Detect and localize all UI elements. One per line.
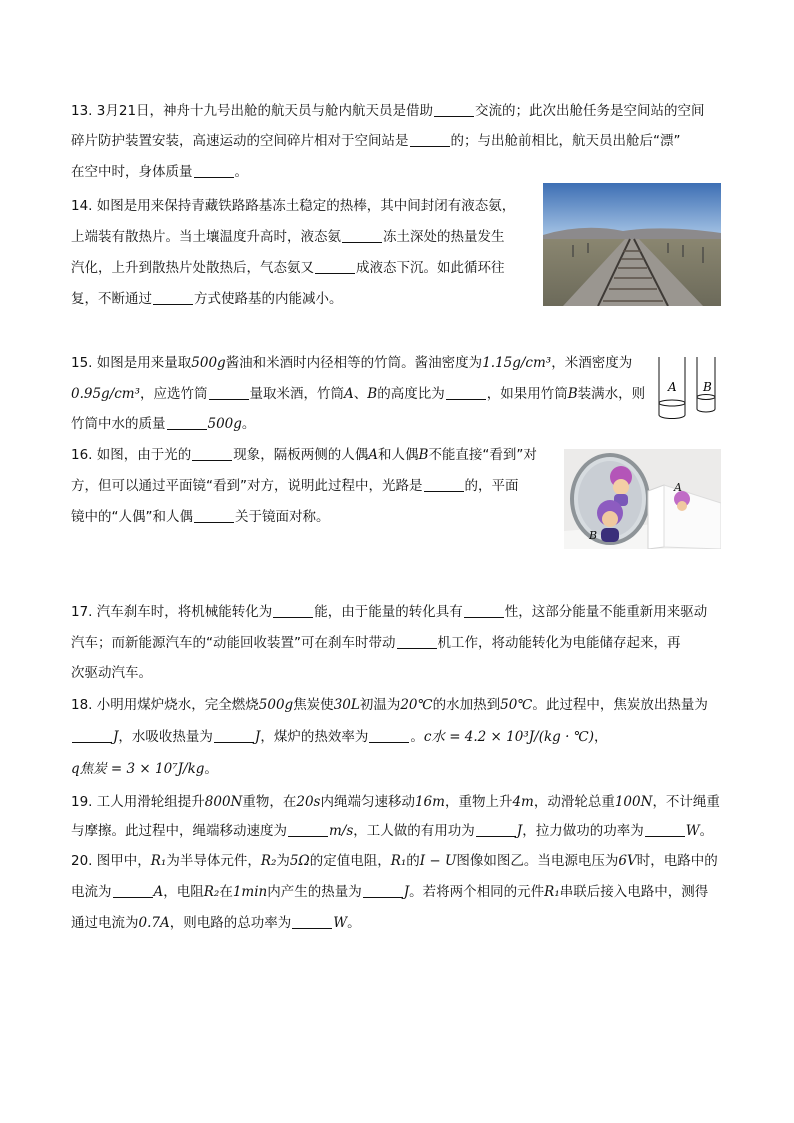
tube-b-label: B bbox=[703, 380, 712, 394]
question-16-line-3: 镜中的“人偶”和人偶 关于镜面对称。 bbox=[71, 509, 330, 525]
answer-blank[interactable] bbox=[194, 162, 234, 178]
question-20-line-1: 20. 图甲中，R₁为半导体元件，R₂为5Ω的定值电阻，R₁的I − U图像如图乙。当电源电压为6V时，电路中的 bbox=[71, 853, 718, 869]
answer-blank[interactable] bbox=[369, 727, 409, 743]
question-20-line-3: 通过电流为0.7A，则电路的总功率为 W。 bbox=[71, 915, 361, 931]
doll-b-label: B bbox=[589, 529, 598, 542]
answer-blank[interactable] bbox=[72, 727, 112, 743]
answer-blank[interactable] bbox=[194, 507, 234, 523]
question-17-line-3: 次驱动汽车。 bbox=[71, 665, 152, 681]
question-14-line-2: 上端装有散热片。当土壤温度升高时，液态氨 冻土深处的热量发生 bbox=[71, 229, 505, 245]
question-13-line-2: 碎片防护装置安装，高速运动的空间碎片相对于空间站是 的；与出舱前相比，航天员出舱后“漂” bbox=[71, 133, 681, 149]
question-13-line-3: 在空中时，身体质量 。 bbox=[71, 164, 248, 180]
question-14-line-3: 汽化，上升到散热片处散热后，气态氨又 成液态下沉。如此循环往 bbox=[71, 260, 505, 276]
answer-blank[interactable] bbox=[476, 821, 516, 837]
tube-a-label: A bbox=[668, 380, 677, 394]
answer-blank[interactable] bbox=[645, 821, 685, 837]
answer-blank[interactable] bbox=[342, 227, 382, 243]
answer-blank[interactable] bbox=[424, 476, 464, 492]
answer-blank[interactable] bbox=[292, 913, 332, 929]
question-15-line-3: 竹筒中水的质量 500g。 bbox=[71, 416, 256, 432]
answer-blank[interactable] bbox=[410, 131, 450, 147]
question-17-line-1: 17. 汽车刹车时，将机械能转化为 能，由于能量的转化具有 性，这部分能量不能重新用来驱动 bbox=[71, 604, 708, 620]
question-18-line-2: J，水吸收热量为 J，煤炉的热效率为 。c水 = 4.2 × 10³J/(kg · ℃)， bbox=[71, 723, 608, 752]
mirror-dolls-photo bbox=[564, 449, 721, 549]
answer-blank[interactable] bbox=[273, 602, 313, 618]
answer-blank[interactable] bbox=[434, 101, 474, 117]
question-18-line-1: 18. 小明用煤炉烧水，完全燃烧500g焦炭使30L初温为20℃的水加热到50℃。此过程中，焦炭放出热量为 bbox=[71, 697, 708, 713]
answer-blank[interactable] bbox=[192, 445, 232, 461]
answer-blank[interactable] bbox=[363, 882, 403, 898]
answer-blank[interactable] bbox=[288, 821, 328, 837]
question-17-line-2: 汽车；而新能源汽车的“动能回收装置”可在刹车时带动 机工作，将动能转化为电能储存起来，再 bbox=[71, 635, 681, 651]
question-15-line-1: 15. 如图是用来量取500g酱油和米酒时内径相等的竹筒。酱油密度为1.15g/cm³，米酒密度为 bbox=[71, 355, 633, 371]
answer-blank[interactable] bbox=[397, 633, 437, 649]
railway-photo bbox=[543, 183, 721, 306]
question-19-line-1: 19. 工人用滑轮组提升800N重物，在20s内绳端匀速移动16m，重物上升4m，动滑轮总重100N，不计绳重 bbox=[71, 794, 720, 810]
question-19-line-2: 与摩擦。此过程中，绳端移动速度为 m/s，工人做的有用功为 J，拉力做功的功率为 W。 bbox=[71, 823, 714, 839]
question-14-line-1: 14. 如图是用来保持青藏铁路路基冻土稳定的热棒，其中间封闭有液态氨， bbox=[71, 198, 516, 214]
answer-blank[interactable] bbox=[153, 289, 193, 305]
answer-blank[interactable] bbox=[315, 258, 355, 274]
question-18-line-3: q焦炭 = 3 × 10⁷J/kg。 bbox=[71, 761, 218, 777]
doll-a-label: A bbox=[674, 481, 682, 494]
answer-blank[interactable] bbox=[464, 602, 504, 618]
question-16-line-2: 方，但可以通过平面镜“看到”对方，说明此过程中，光路是 的，平面 bbox=[71, 478, 519, 494]
answer-blank[interactable] bbox=[167, 414, 207, 430]
question-13-line-1: 13. 3月21日，神舟十九号出舱的航天员与舱内航天员是借助 交流的；此次出舱任务是空间站的空间 bbox=[71, 103, 705, 119]
answer-blank[interactable] bbox=[113, 882, 153, 898]
question-15-line-2: 0.95g/cm³，应选竹筒 量取米酒，竹筒A、B的高度比为 ，如果用竹筒B装满水，则 bbox=[71, 386, 646, 402]
question-20-line-2: 电流为 A，电阻R₂在1min内产生的热量为 J。若将两个相同的元件R₁串联后接入电路中，测得 bbox=[71, 884, 709, 900]
bamboo-tubes-figure bbox=[653, 353, 723, 425]
answer-blank[interactable] bbox=[214, 727, 254, 743]
question-14-line-4: 复，不断通过 方式使路基的内能减小。 bbox=[71, 291, 343, 307]
question-16-line-1: 16. 如图，由于光的 现象，隔板两侧的人偶A和人偶B不能直接“看到”对 bbox=[71, 447, 537, 463]
answer-blank[interactable] bbox=[446, 384, 486, 400]
answer-blank[interactable] bbox=[209, 384, 249, 400]
